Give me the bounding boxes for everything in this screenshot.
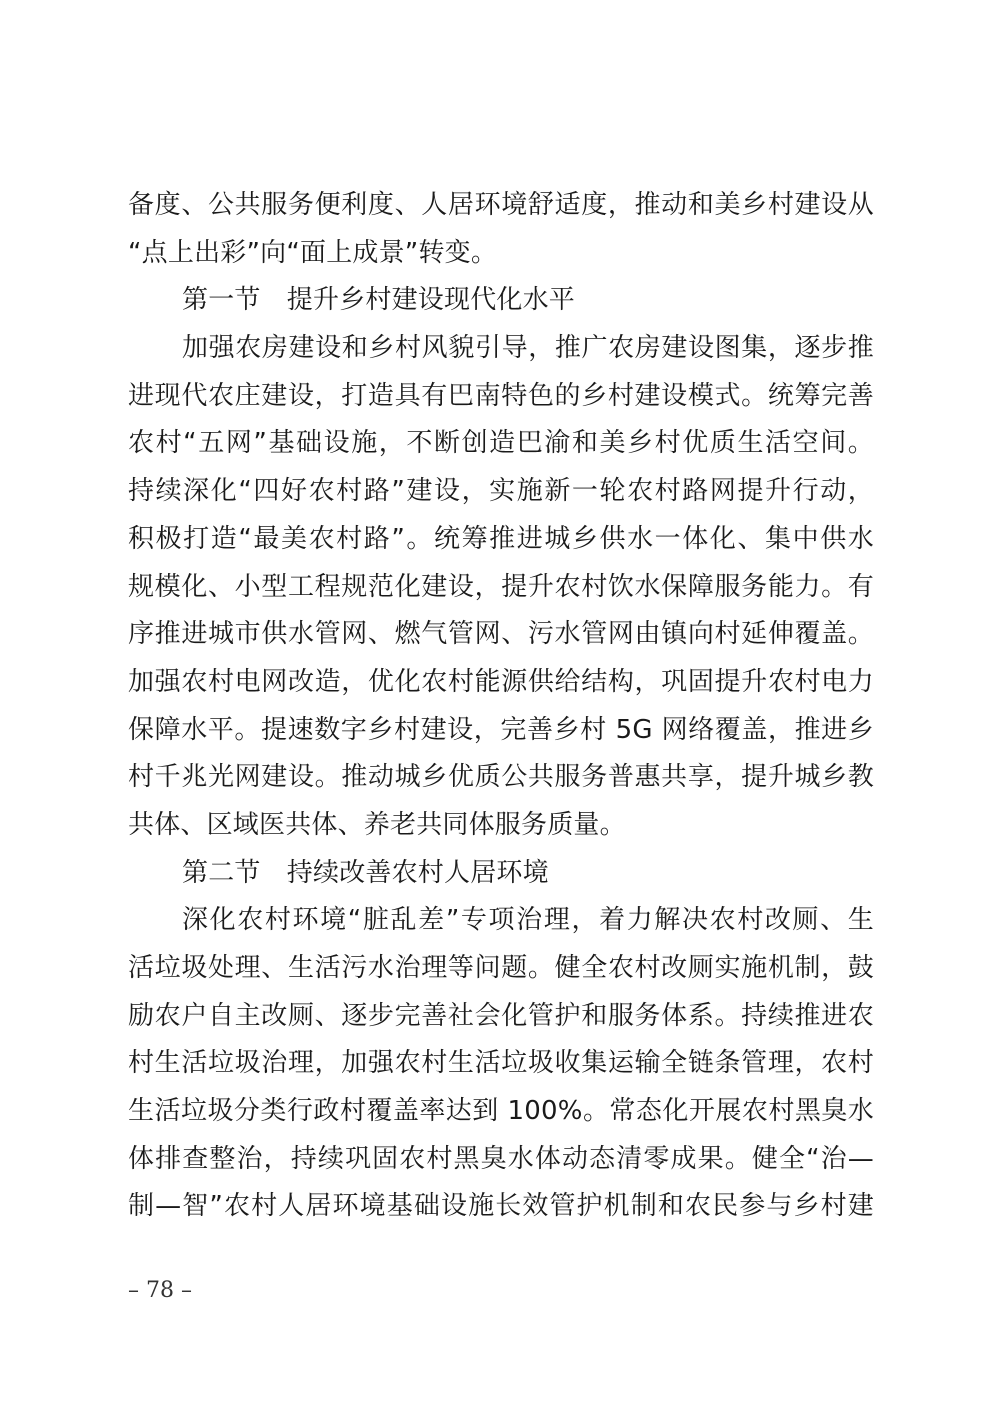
text-line: 备度、公共服务便利度、人居环境舒适度，推动和美乡村建设从 [128, 190, 874, 220]
text-line: 加强农村电网改造，优化农村能源供给结构，巩固提升农村电力 [128, 666, 874, 697]
section-heading: 第二节 持续改善农村人居环境 [182, 857, 549, 888]
page-number: – 78 – [128, 1278, 192, 1303]
text-line: “点上出彩”向“面上成景”转变。 [128, 237, 498, 268]
text-line: 深化农村环境“脏乱差”专项治理，着力解决农村改厕、生 [182, 905, 874, 936]
text-line: 持续深化“四好农村路”建设，实施新一轮农村路网提升行动， [128, 476, 874, 507]
text-line: 进现代农庄建设，打造具有巴南特色的乡村建设模式。统筹完善 [128, 380, 874, 411]
text-line: 生活垃圾分类行政村覆盖率达到 100%。常态化开展农村黑臭水 [128, 1096, 874, 1127]
body-text [128, 182, 874, 1231]
text-line: 励农户自主改厕、逐步完善社会化管护和服务体系。持续推进农 [128, 1000, 874, 1031]
text-line: 农村“五网”基础设施，不断创造巴渝和美乡村优质生活空间。 [128, 428, 874, 459]
text-line: 规模化、小型工程规范化建设，提升农村饮水保障服务能力。有 [128, 571, 874, 602]
text-line: 积极打造“最美农村路”。统筹推进城乡供水一体化、集中供水 [128, 523, 874, 554]
text-line: 活垃圾处理、生活污水治理等问题。健全农村改厕实施机制，鼓 [128, 953, 874, 983]
text-line: 保障水平。提速数字乡村建设，完善乡村 5G 网络覆盖，推进乡 [128, 714, 874, 745]
text-line: 村千兆光网建设。推动城乡优质公共服务普惠共享，提升城乡教 [128, 762, 874, 793]
text-line: 体排查整治，持续巩固农村黑臭水体动态清零成果。健全“治— [128, 1143, 874, 1174]
text-line: 序推进城市供水管网、燃气管网、污水管网由镇向村延伸覆盖。 [128, 619, 874, 650]
text-line: 加强农房建设和乡村风貌引导，推广农房建设图集，逐步推 [182, 333, 874, 364]
section-heading: 第一节 提升乡村建设现代化水平 [182, 285, 576, 316]
text-line: 制—智”农村人居环境基础设施长效管护机制和农民参与乡村建 [128, 1191, 874, 1222]
text-line: 村生活垃圾治理，加强农村生活垃圾收集运输全链条管理，农村 [128, 1048, 874, 1079]
text-line: 共体、区域医共体、养老共同体服务质量。 [128, 809, 626, 840]
